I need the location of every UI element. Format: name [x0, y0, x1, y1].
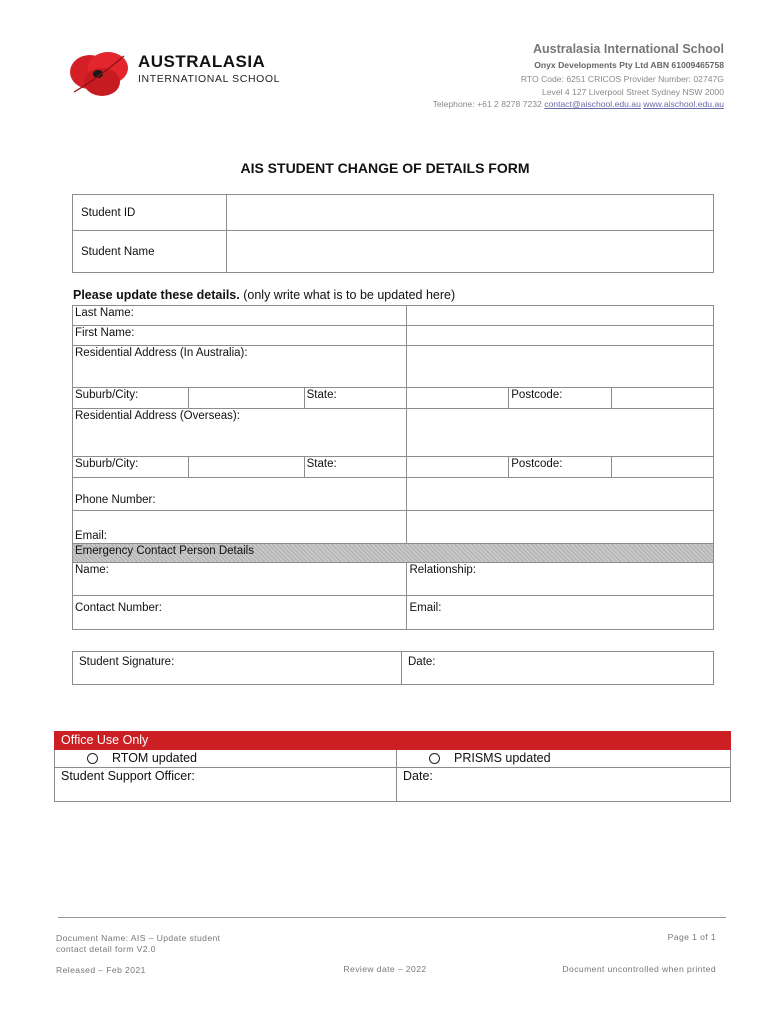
relationship-cell[interactable]	[407, 563, 714, 596]
suburb-os-label: Suburb/City:	[73, 457, 189, 478]
last-name-label: Last Name:	[73, 306, 407, 326]
phone-field[interactable]	[407, 478, 714, 511]
rto-line: RTO Code: 6251 CRICOS Provider Number: 02747G	[520, 74, 724, 84]
doc-name-line2: contact detail form V2.0	[56, 944, 156, 954]
email-label: Email:	[73, 511, 407, 544]
contact-number-cell[interactable]	[73, 596, 407, 630]
state-au-label: State:	[304, 388, 407, 409]
office-date-cell[interactable]	[397, 768, 731, 802]
prisms-cell[interactable]	[397, 750, 731, 768]
phone-label: Phone Number:	[73, 478, 407, 511]
signature-date-label: Date:	[408, 656, 436, 668]
form-title: AIS STUDENT CHANGE OF DETAILS FORM	[240, 160, 530, 176]
signature-table	[72, 651, 714, 685]
email-link[interactable]: contact@aischool.edu.au	[544, 99, 641, 109]
suburb-au-field[interactable]	[188, 388, 304, 409]
rtom-cell[interactable]	[55, 750, 397, 768]
emergency-name-label: Name:	[75, 564, 109, 576]
address-line: Level 4 127 Liverpool Street Sydney NSW 2000	[541, 87, 724, 97]
first-name-field[interactable]	[407, 326, 714, 346]
website-link[interactable]: www.aischool.edu.au	[643, 99, 724, 109]
office-date-label: Date:	[403, 769, 433, 783]
res-address-au-field[interactable]	[407, 346, 714, 388]
suburb-os-field[interactable]	[188, 457, 304, 478]
first-name-label: First Name:	[73, 326, 407, 346]
update-details-table	[72, 305, 714, 630]
email-field[interactable]	[407, 511, 714, 544]
postcode-os-field[interactable]	[612, 457, 714, 478]
school-name: Australasia International School	[532, 42, 724, 56]
footer-doc-name	[56, 933, 220, 955]
last-name-field[interactable]	[407, 306, 714, 326]
rtom-label: RTOM updated	[112, 751, 198, 765]
prisms-bullet-icon	[429, 753, 440, 764]
student-id-table	[72, 194, 714, 273]
state-au-field[interactable]	[407, 388, 509, 409]
signature-date-cell[interactable]	[402, 652, 714, 685]
telephone: Telephone: +61 2 8278 7232	[432, 99, 542, 109]
office-use-table	[54, 731, 731, 802]
postcode-os-label: Postcode:	[509, 457, 612, 478]
officer-cell[interactable]	[55, 768, 397, 802]
student-name-field[interactable]	[227, 231, 714, 273]
signature-label: Student Signature:	[79, 656, 175, 668]
footer-page: Page 1 of 1	[667, 932, 716, 942]
suburb-au-label: Suburb/City:	[73, 388, 189, 409]
student-id-field[interactable]	[227, 195, 714, 231]
state-os-label: State:	[304, 457, 407, 478]
company-line: Onyx Developments Pty Ltd ABN 61009465758	[534, 60, 724, 70]
postcode-au-field[interactable]	[612, 388, 714, 409]
footer-released: Released – Feb 2021	[56, 965, 146, 975]
office-use-heading: Office Use Only	[55, 732, 731, 750]
emergency-name-cell[interactable]	[73, 563, 407, 596]
footer-review: Review date – 2022	[343, 964, 427, 974]
state-os-field[interactable]	[407, 457, 509, 478]
contact-line	[433, 99, 724, 109]
emergency-heading: Emergency Contact Person Details	[73, 544, 714, 563]
emergency-email-label: Email:	[409, 602, 442, 614]
poppy-logo-icon	[68, 48, 134, 98]
student-name-label: Student Name	[73, 231, 227, 273]
postcode-au-label: Postcode:	[509, 388, 612, 409]
footer-uncontrolled: Document uncontrolled when printed	[562, 964, 716, 974]
res-address-os-label: Residential Address (Overseas):	[73, 409, 407, 457]
logo-subtitle: INTERNATIONAL SCHOOL	[138, 73, 281, 85]
footer-divider	[58, 917, 726, 918]
contact-number-label: Contact Number:	[75, 602, 162, 614]
relationship-label: Relationship:	[409, 564, 476, 576]
signature-cell[interactable]	[73, 652, 402, 685]
update-heading: Please update these details. (only write what is to be updated here)	[73, 288, 456, 302]
logo-title: AUSTRALASIA	[138, 52, 266, 71]
officer-label: Student Support Officer:	[61, 769, 195, 783]
prisms-label: PRISMS updated	[454, 751, 551, 765]
res-address-os-field[interactable]	[407, 409, 714, 457]
rtom-bullet-icon	[87, 753, 98, 764]
doc-name-line1: Document Name: AIS – Update student	[56, 933, 221, 943]
student-id-label: Student ID	[73, 195, 227, 231]
emergency-email-cell[interactable]	[407, 596, 714, 630]
res-address-au-label: Residential Address (In Australia):	[73, 346, 407, 388]
